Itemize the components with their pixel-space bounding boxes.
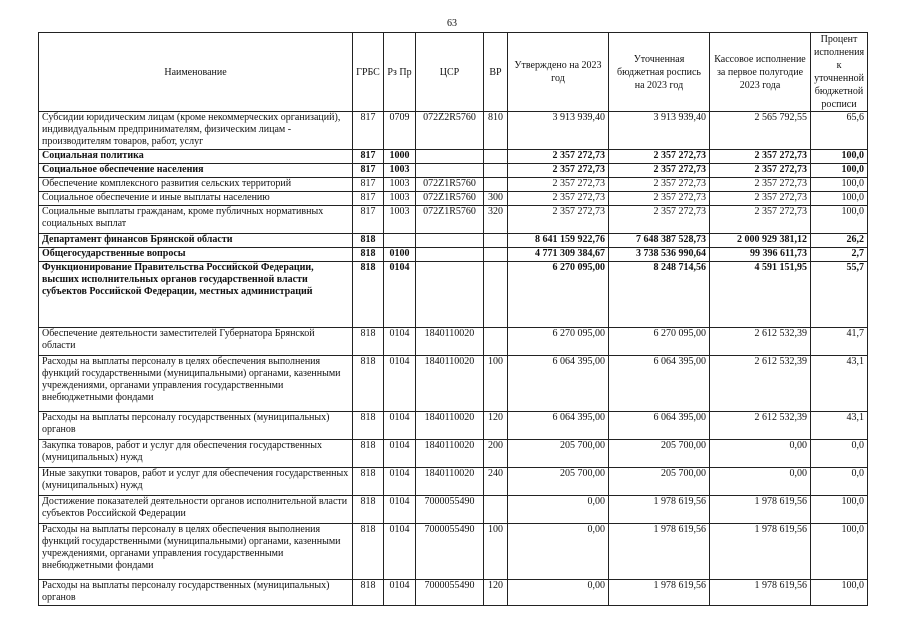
cell-cash: 2 612 532,39 bbox=[710, 412, 811, 440]
table-row bbox=[39, 164, 868, 178]
cell-vr: 120 bbox=[484, 580, 508, 606]
cell-approved: 6 064 395,00 bbox=[508, 412, 609, 440]
col-header-percent: Процент исполнения к уточненной бюджетной росписи bbox=[811, 33, 868, 112]
cell-cash: 2 357 272,73 bbox=[710, 164, 811, 178]
cell-cash: 2 000 929 381,12 bbox=[710, 234, 811, 248]
cell-approved: 2 357 272,73 bbox=[508, 150, 609, 164]
cell-name: Расходы на выплаты персоналу в целях обеспечения выполнения функций государственными (муниципальными) органами, казенными учреждениями, органами управления государственными внебюджетными фондами bbox=[39, 524, 353, 580]
col-header-name: Наименование bbox=[39, 33, 353, 112]
cell-name: Общегосударственные вопросы bbox=[39, 248, 353, 262]
cell-csr: 7000055490 bbox=[416, 580, 484, 606]
cell-refined: 205 700,00 bbox=[609, 468, 710, 496]
cell-approved: 6 270 095,00 bbox=[508, 328, 609, 356]
cell-percent: 26,2 bbox=[811, 234, 868, 248]
cell-rzpr: 1003 bbox=[384, 178, 416, 192]
cell-csr: 072Z1R5760 bbox=[416, 192, 484, 206]
cell-refined: 2 357 272,73 bbox=[609, 164, 710, 178]
table-row bbox=[39, 248, 868, 262]
cell-vr: 300 bbox=[484, 192, 508, 206]
cell-name: Субсидии юридическим лицам (кроме некоммерческих организаций), индивидуальным предпринимателям, физическим лицам - производителям товаров, работ, услуг bbox=[39, 112, 353, 150]
col-header-grbs: ГРБС bbox=[353, 33, 384, 112]
table-header-row bbox=[39, 33, 868, 112]
table-row bbox=[39, 496, 868, 524]
cell-grbs: 817 bbox=[353, 192, 384, 206]
cell-percent: 100,0 bbox=[811, 524, 868, 580]
cell-grbs: 817 bbox=[353, 206, 384, 234]
table-row bbox=[39, 112, 868, 150]
cell-refined: 205 700,00 bbox=[609, 440, 710, 468]
col-header-vr: ВР bbox=[484, 33, 508, 112]
cell-refined: 8 248 714,56 bbox=[609, 262, 710, 328]
cell-cash: 1 978 619,56 bbox=[710, 580, 811, 606]
cell-vr bbox=[484, 150, 508, 164]
table-row bbox=[39, 192, 868, 206]
cell-approved: 0,00 bbox=[508, 524, 609, 580]
cell-percent: 65,6 bbox=[811, 112, 868, 150]
cell-rzpr: 1003 bbox=[384, 206, 416, 234]
cell-rzpr: 1003 bbox=[384, 164, 416, 178]
cell-grbs: 817 bbox=[353, 164, 384, 178]
cell-cash: 99 396 611,73 bbox=[710, 248, 811, 262]
cell-grbs: 818 bbox=[353, 234, 384, 248]
cell-rzpr: 0104 bbox=[384, 328, 416, 356]
cell-rzpr: 0104 bbox=[384, 412, 416, 440]
cell-cash: 2 612 532,39 bbox=[710, 328, 811, 356]
cell-refined: 3 738 536 990,64 bbox=[609, 248, 710, 262]
col-header-refined: Уточненная бюджетная роспись на 2023 год bbox=[609, 33, 710, 112]
cell-percent: 43,1 bbox=[811, 356, 868, 412]
cell-cash: 2 357 272,73 bbox=[710, 192, 811, 206]
cell-cash: 2 357 272,73 bbox=[710, 206, 811, 234]
cell-rzpr: 0104 bbox=[384, 262, 416, 328]
cell-rzpr: 0104 bbox=[384, 524, 416, 580]
table-row bbox=[39, 150, 868, 164]
cell-rzpr: 0104 bbox=[384, 496, 416, 524]
cell-approved: 4 771 309 384,67 bbox=[508, 248, 609, 262]
cell-percent: 100,0 bbox=[811, 580, 868, 606]
cell-cash: 0,00 bbox=[710, 440, 811, 468]
cell-vr bbox=[484, 496, 508, 524]
cell-grbs: 818 bbox=[353, 328, 384, 356]
table-row bbox=[39, 206, 868, 234]
cell-percent: 100,0 bbox=[811, 150, 868, 164]
cell-vr bbox=[484, 178, 508, 192]
cell-percent: 100,0 bbox=[811, 178, 868, 192]
cell-refined: 2 357 272,73 bbox=[609, 150, 710, 164]
table-row bbox=[39, 328, 868, 356]
cell-rzpr: 1003 bbox=[384, 192, 416, 206]
cell-csr: 072Z1R5760 bbox=[416, 178, 484, 192]
col-header-rzpr: Рз Пр bbox=[384, 33, 416, 112]
cell-rzpr: 0709 bbox=[384, 112, 416, 150]
cell-vr: 120 bbox=[484, 412, 508, 440]
cell-grbs: 817 bbox=[353, 112, 384, 150]
cell-approved: 6 064 395,00 bbox=[508, 356, 609, 412]
cell-name: Расходы на выплаты персоналу государственных (муниципальных) органов bbox=[39, 580, 353, 606]
cell-csr bbox=[416, 164, 484, 178]
cell-vr bbox=[484, 262, 508, 328]
cell-percent: 43,1 bbox=[811, 412, 868, 440]
col-header-cash: Кассовое исполнение за первое полугодие 2023 года bbox=[710, 33, 811, 112]
cell-percent: 100,0 bbox=[811, 206, 868, 234]
cell-vr bbox=[484, 328, 508, 356]
cell-vr: 320 bbox=[484, 206, 508, 234]
cell-refined: 2 357 272,73 bbox=[609, 178, 710, 192]
cell-csr: 072Z1R5760 bbox=[416, 206, 484, 234]
cell-approved: 6 270 095,00 bbox=[508, 262, 609, 328]
table-row bbox=[39, 468, 868, 496]
cell-cash: 1 978 619,56 bbox=[710, 524, 811, 580]
cell-csr bbox=[416, 150, 484, 164]
cell-csr: 7000055490 bbox=[416, 524, 484, 580]
cell-csr: 1840110020 bbox=[416, 356, 484, 412]
cell-percent: 100,0 bbox=[811, 192, 868, 206]
cell-grbs: 818 bbox=[353, 496, 384, 524]
cell-cash: 0,00 bbox=[710, 468, 811, 496]
cell-vr bbox=[484, 248, 508, 262]
cell-refined: 2 357 272,73 bbox=[609, 206, 710, 234]
cell-vr bbox=[484, 164, 508, 178]
cell-grbs: 818 bbox=[353, 412, 384, 440]
cell-approved: 205 700,00 bbox=[508, 468, 609, 496]
table-row bbox=[39, 356, 868, 412]
cell-refined: 2 357 272,73 bbox=[609, 192, 710, 206]
cell-csr: 072Z2R5760 bbox=[416, 112, 484, 150]
cell-percent: 41,7 bbox=[811, 328, 868, 356]
cell-vr: 100 bbox=[484, 524, 508, 580]
cell-vr: 100 bbox=[484, 356, 508, 412]
cell-cash: 4 591 151,95 bbox=[710, 262, 811, 328]
cell-percent: 2,7 bbox=[811, 248, 868, 262]
cell-name: Социальное обеспечение и иные выплаты населению bbox=[39, 192, 353, 206]
cell-csr: 7000055490 bbox=[416, 496, 484, 524]
table-row bbox=[39, 412, 868, 440]
cell-approved: 0,00 bbox=[508, 496, 609, 524]
table-body bbox=[39, 112, 868, 606]
cell-csr: 1840110020 bbox=[416, 440, 484, 468]
cell-csr bbox=[416, 262, 484, 328]
cell-refined: 1 978 619,56 bbox=[609, 580, 710, 606]
cell-cash: 2 612 532,39 bbox=[710, 356, 811, 412]
cell-csr bbox=[416, 234, 484, 248]
cell-name: Функционирование Правительства Российской Федерации, высших исполнительных органов государственной власти субъектов Российской Федерации, местных администраций bbox=[39, 262, 353, 328]
cell-refined: 6 064 395,00 bbox=[609, 356, 710, 412]
cell-csr bbox=[416, 248, 484, 262]
cell-refined: 1 978 619,56 bbox=[609, 496, 710, 524]
cell-csr: 1840110020 bbox=[416, 328, 484, 356]
cell-refined: 6 270 095,00 bbox=[609, 328, 710, 356]
cell-vr: 810 bbox=[484, 112, 508, 150]
cell-vr bbox=[484, 234, 508, 248]
cell-grbs: 818 bbox=[353, 468, 384, 496]
cell-rzpr: 1000 bbox=[384, 150, 416, 164]
table-row bbox=[39, 234, 868, 248]
cell-percent: 100,0 bbox=[811, 496, 868, 524]
cell-rzpr bbox=[384, 234, 416, 248]
cell-name: Обеспечение деятельности заместителей Губернатора Брянской области bbox=[39, 328, 353, 356]
cell-approved: 205 700,00 bbox=[508, 440, 609, 468]
cell-grbs: 817 bbox=[353, 150, 384, 164]
cell-approved: 2 357 272,73 bbox=[508, 164, 609, 178]
cell-rzpr: 0100 bbox=[384, 248, 416, 262]
cell-rzpr: 0104 bbox=[384, 580, 416, 606]
cell-rzpr: 0104 bbox=[384, 356, 416, 412]
cell-grbs: 818 bbox=[353, 580, 384, 606]
col-header-approved: Утверждено на 2023 год bbox=[508, 33, 609, 112]
cell-name: Иные закупки товаров, работ и услуг для обеспечения государственных (муниципальных) нужд bbox=[39, 468, 353, 496]
cell-refined: 1 978 619,56 bbox=[609, 524, 710, 580]
budget-execution-table bbox=[38, 32, 868, 606]
cell-name: Социальные выплаты гражданам, кроме публичных нормативных социальных выплат bbox=[39, 206, 353, 234]
cell-approved: 2 357 272,73 bbox=[508, 206, 609, 234]
cell-grbs: 818 bbox=[353, 524, 384, 580]
cell-name: Достижение показателей деятельности органов исполнительной власти субъектов Российской Федерации bbox=[39, 496, 353, 524]
cell-name: Закупка товаров, работ и услуг для обеспечения государственных (муниципальных) нужд bbox=[39, 440, 353, 468]
cell-vr: 200 bbox=[484, 440, 508, 468]
cell-approved: 2 357 272,73 bbox=[508, 178, 609, 192]
cell-grbs: 818 bbox=[353, 248, 384, 262]
cell-percent: 100,0 bbox=[811, 164, 868, 178]
col-header-csr: ЦСР bbox=[416, 33, 484, 112]
cell-approved: 2 357 272,73 bbox=[508, 192, 609, 206]
cell-grbs: 818 bbox=[353, 440, 384, 468]
table-row bbox=[39, 178, 868, 192]
cell-grbs: 817 bbox=[353, 178, 384, 192]
cell-cash: 1 978 619,56 bbox=[710, 496, 811, 524]
table-row bbox=[39, 524, 868, 580]
cell-grbs: 818 bbox=[353, 356, 384, 412]
cell-approved: 3 913 939,40 bbox=[508, 112, 609, 150]
cell-csr: 1840110020 bbox=[416, 412, 484, 440]
cell-cash: 2 357 272,73 bbox=[710, 178, 811, 192]
cell-percent: 0,0 bbox=[811, 440, 868, 468]
cell-approved: 0,00 bbox=[508, 580, 609, 606]
cell-cash: 2 565 792,55 bbox=[710, 112, 811, 150]
table-row bbox=[39, 440, 868, 468]
cell-approved: 8 641 159 922,76 bbox=[508, 234, 609, 248]
cell-rzpr: 0104 bbox=[384, 468, 416, 496]
cell-csr: 1840110020 bbox=[416, 468, 484, 496]
cell-refined: 6 064 395,00 bbox=[609, 412, 710, 440]
cell-refined: 3 913 939,40 bbox=[609, 112, 710, 150]
cell-refined: 7 648 387 528,73 bbox=[609, 234, 710, 248]
cell-percent: 55,7 bbox=[811, 262, 868, 328]
cell-percent: 0,0 bbox=[811, 468, 868, 496]
cell-name: Социальная политика bbox=[39, 150, 353, 164]
cell-grbs: 818 bbox=[353, 262, 384, 328]
cell-name: Расходы на выплаты персоналу в целях обеспечения выполнения функций государственными (муниципальными) органами, казенными учреждениями, органами управления государственными внебюджетными фондами bbox=[39, 356, 353, 412]
cell-rzpr: 0104 bbox=[384, 440, 416, 468]
table-row bbox=[39, 580, 868, 606]
cell-vr: 240 bbox=[484, 468, 508, 496]
cell-name: Обеспечение комплексного развития сельских территорий bbox=[39, 178, 353, 192]
cell-name: Департамент финансов Брянской области bbox=[39, 234, 353, 248]
table-row bbox=[39, 262, 868, 328]
cell-name: Социальное обеспечение населения bbox=[39, 164, 353, 178]
cell-cash: 2 357 272,73 bbox=[710, 150, 811, 164]
page-number: 63 bbox=[447, 18, 457, 29]
cell-name: Расходы на выплаты персоналу государственных (муниципальных) органов bbox=[39, 412, 353, 440]
